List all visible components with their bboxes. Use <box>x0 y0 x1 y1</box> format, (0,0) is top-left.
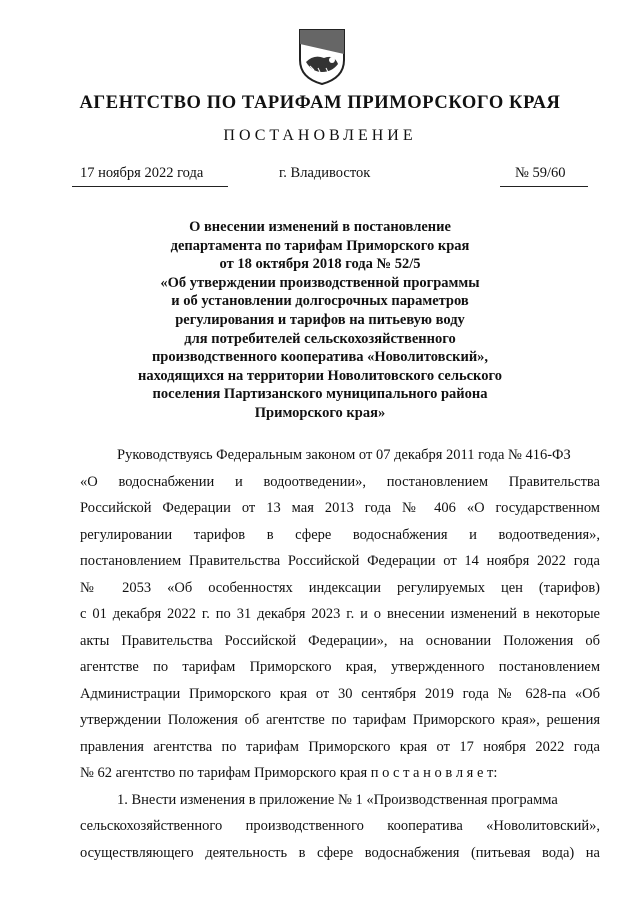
document-city: г. Владивосток <box>279 165 371 181</box>
title-line: для потребителей сельскохозяйственного <box>184 330 456 347</box>
body-line: Руководствуясь Федеральным законом от 07 декабря 2011 года № 416-ФЗ <box>117 447 571 463</box>
body-line: Администрации Приморского края от 30 сентября 2019 года № 628-па «Об <box>80 685 600 702</box>
title-line: производственного кооператива «Новолитовский», <box>151 349 489 366</box>
title-line: от 18 октября 2018 года № 52/5 <box>219 256 421 273</box>
title-line: и об установлении долгосрочных параметров <box>171 293 469 310</box>
title-line: департамента по тарифам Приморского края <box>170 237 470 254</box>
title-line: находящихся на территории Новолитовского сельского <box>138 367 502 384</box>
body-line: акты Правительства Российской Федерации», на основании Положения об <box>80 632 600 649</box>
body-line: постановлением Правительства Российской Федерации от 14 ноября 2022 года <box>80 553 600 569</box>
title-line: регулирования и тарифов на питьевую воду <box>175 311 465 328</box>
body-line: осуществляющего деятельность в сфере водоснабжения (питьевая вода) на <box>80 844 600 861</box>
body-line: регулировании тарифов в сфере водоснабжения и водоотведения», <box>80 526 600 543</box>
document-body <box>80 442 600 866</box>
date-underline <box>72 186 228 187</box>
agency-name: АГЕНТСТВО ПО ТАРИФАМ ПРИМОРСКОГО КРАЯ <box>79 93 561 113</box>
document-type: ПОСТАНОВЛЕНИЕ <box>223 127 417 144</box>
document-title <box>130 218 510 423</box>
body-line: «О водоснабжении и водоотведении», постановлением Правительства <box>80 473 600 490</box>
title-line: О внесении изменений в постановление <box>189 219 451 235</box>
body-line: сельскохозяйственного производственного кооператива «Новолитовский», <box>80 818 600 834</box>
title-line: «Об утверждении производственной программы <box>160 274 480 291</box>
number-underline <box>500 186 588 187</box>
body-line: 1. Внести изменения в приложение № 1 «Производственная программа <box>117 791 558 808</box>
body-line: агентстве по тарифам Приморского края, утвержденного постановлением <box>80 659 600 675</box>
coat-of-arms-emblem <box>296 24 348 86</box>
body-line: утверждении Положения об агентстве по тарифам Приморского края», решения <box>80 712 600 728</box>
body-line: правления агентства по тарифам Приморского края от 17 ноября 2022 года <box>80 738 600 755</box>
document-date: 17 ноября 2022 года <box>80 165 204 181</box>
title-line: поселения Партизанского муниципального района <box>152 386 488 403</box>
body-line: № 62 агентство по тарифам Приморского края п о с т а н о в л я е т: <box>80 765 498 781</box>
body-line: № 2053 «Об особенностях индексации регулируемых цен (тарифов) <box>80 579 600 596</box>
document-number: № 59/60 <box>515 165 566 181</box>
title-line: Приморского края» <box>254 404 386 421</box>
body-line: с 01 декабря 2022 г. по 31 декабря 2023 г. и о внесении изменений в некоторые <box>80 606 600 622</box>
body-line: Российской Федерации от 13 мая 2013 года № 406 «О государственном <box>80 500 600 516</box>
